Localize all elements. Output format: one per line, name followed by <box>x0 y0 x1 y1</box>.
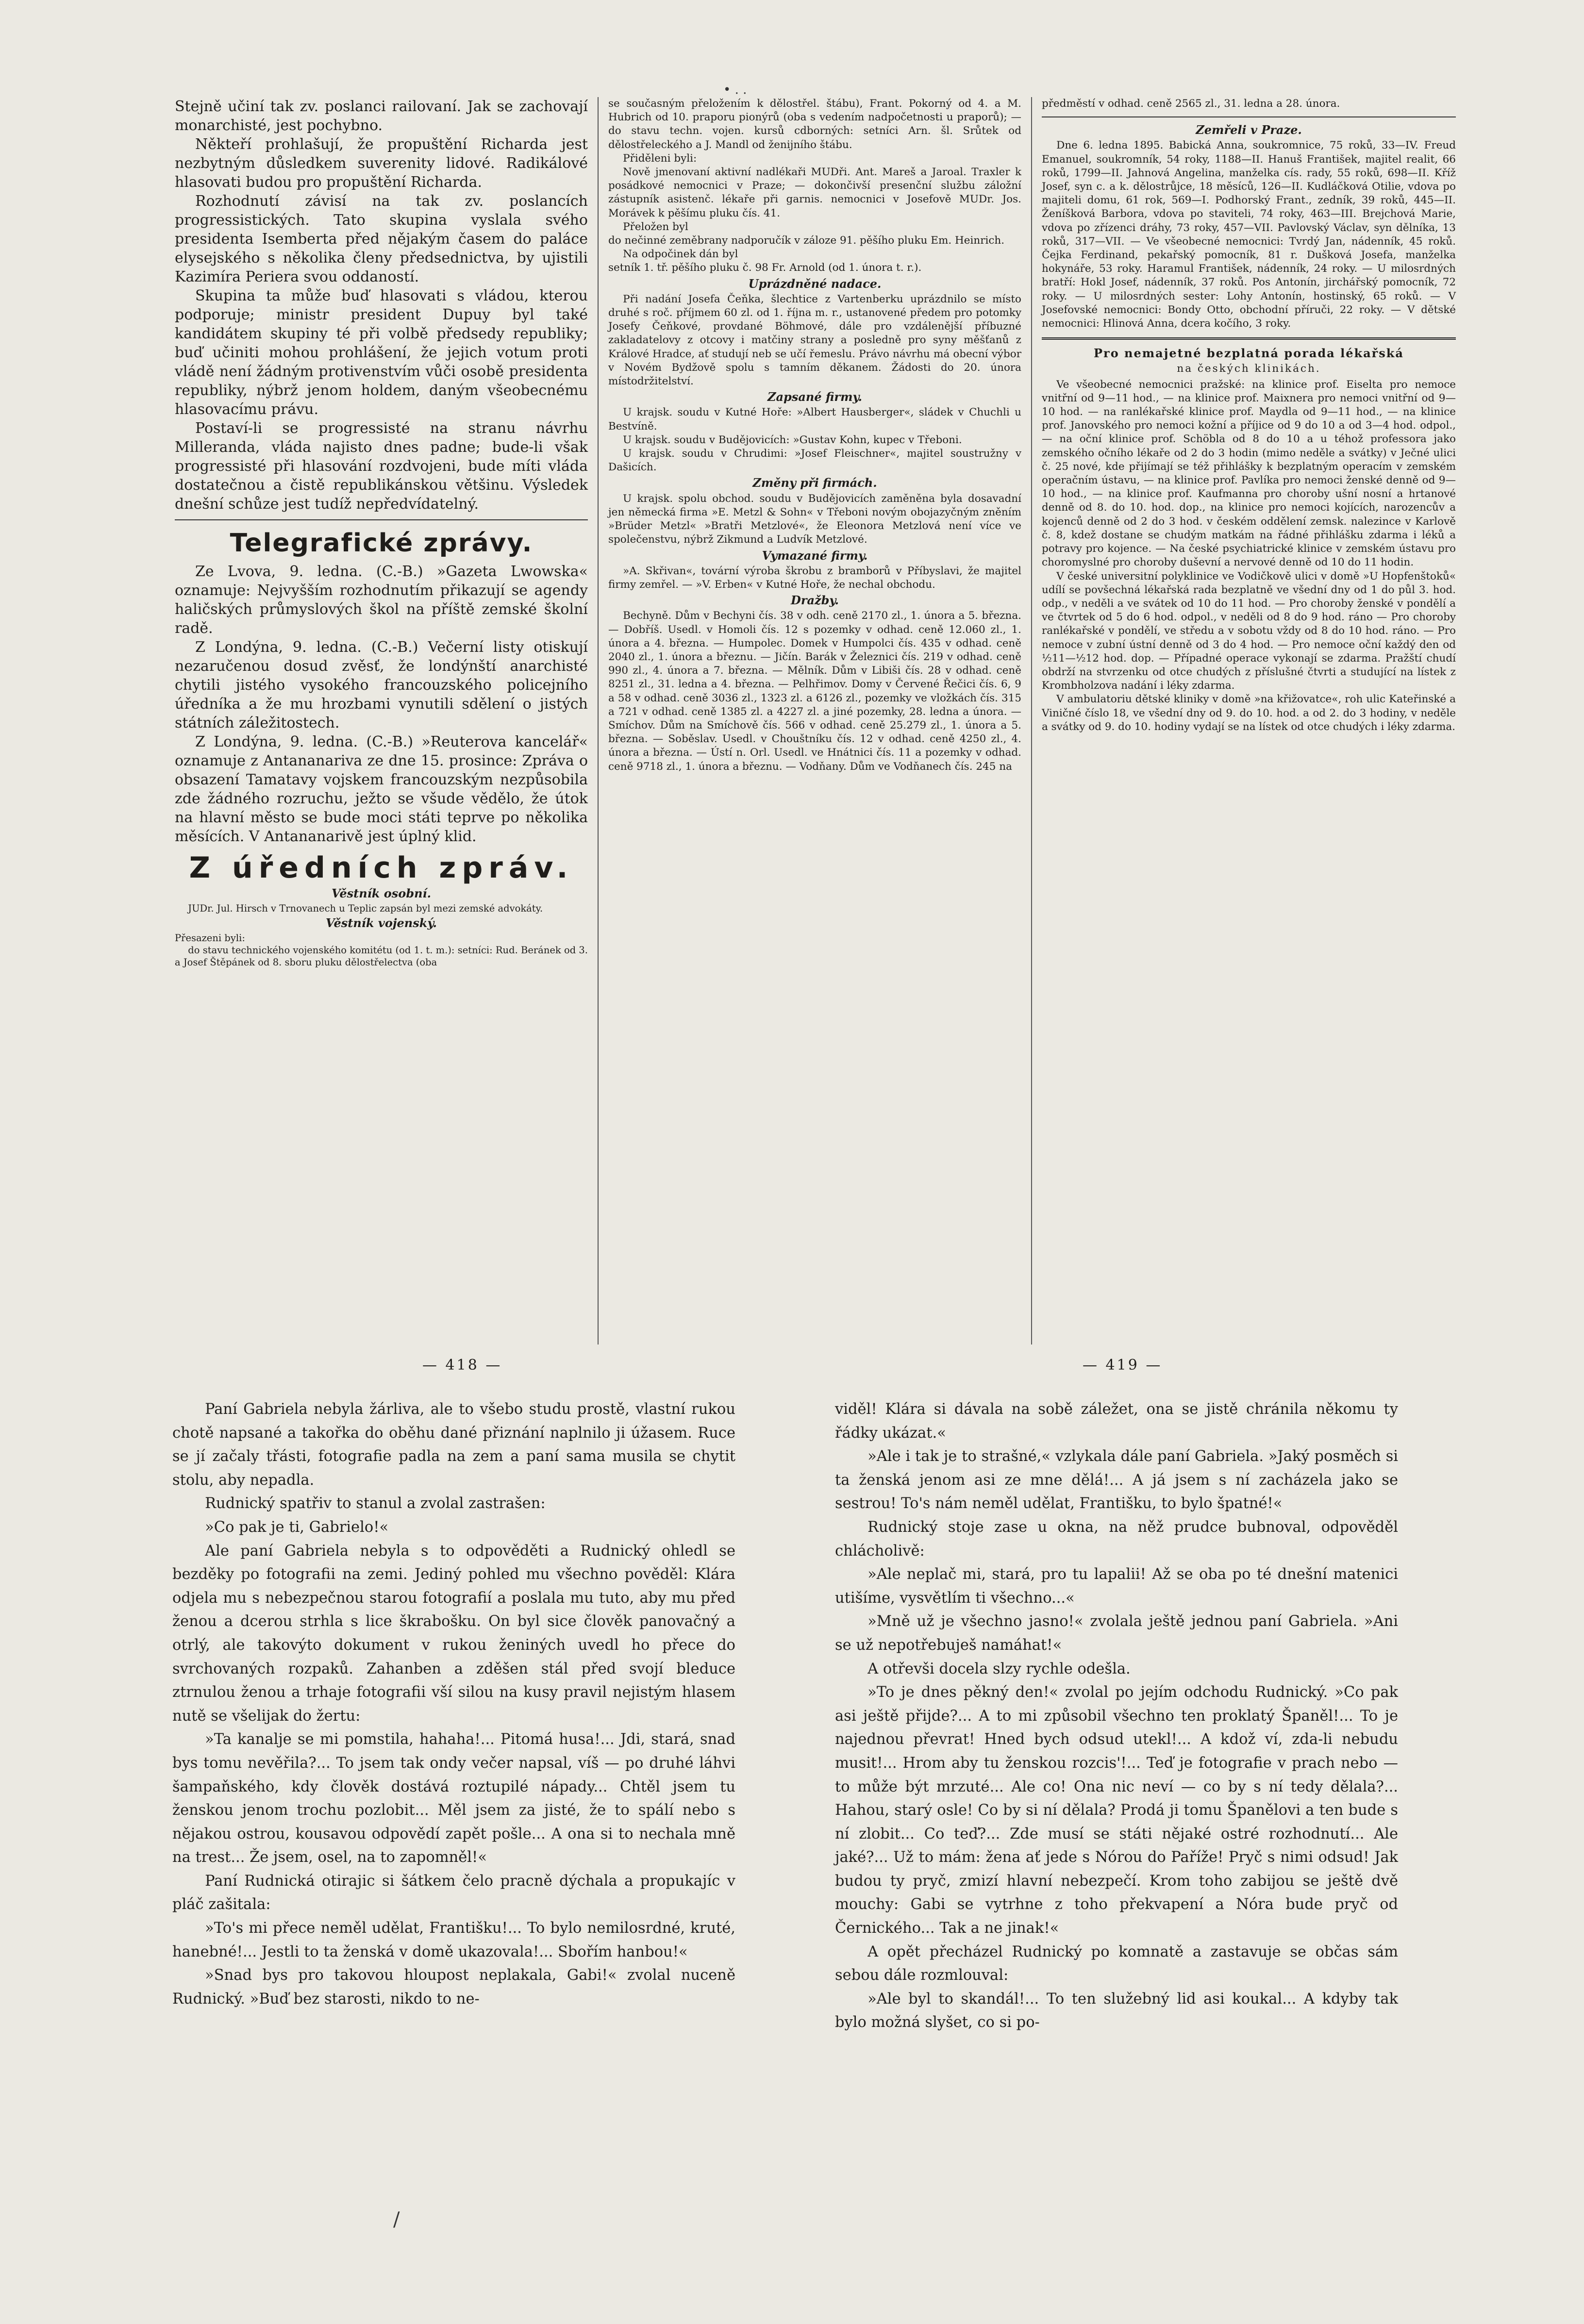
bottom-mark: / <box>393 2208 400 2231</box>
book-right-para-3: Rudnický stoje zase u okna, na něž prudce bubnoval, odpověděl chlácholivě: <box>835 1518 1398 1560</box>
zemreli-text: Dne 6. ledna 1895. Babická Anna, soukromnice, 75 roků, 33—IV. Freud Emanuel, soukromník, 54 roky, 1188—II. Hanuš František, majitel realit, 66 roků, 1799—II. Jahnová Angelina, manželka cís. rady, 55 roků, 698—II. Kříž Josef, syn c. a k. dělostrůjce, 18 měsíců, 126—II. Kudláčková Otilie, vdova po majiteli domu, 61 rok, 569—I. Podhorský Frant., zedník, 39 roků, 445—II. Ženíšková Barbora, vdova po staviteli, 74 roky, 463—III. Brejchová Marie, vdova po zřízenci dráhy, 73 roky, 457—VII. Pavlovský Václav, syn dělníka, 13 roků, 317—VII. — Ve všeobecné nemocnici: Tvrdý Jan, nádenník, 45 roků. Čejka Ferdinand, pekařský pomocník, 81 r. Dušková Josefa, manželka hokynáře, 53 roky. Haramul František, nádenník, 24 roky. — U milosrdných bratří: Hokl Josef, nádenník, 37 roků. Pos Antonín, jirchářský pomocník, 72 roky. — U milosrdných sester: Lohy Antonín, hostinský, 65 roků. — V Josefovské nemocnici: Bondy Otto, obchodní příruči, 22 roky. — V dětské nemocnici: Hlinová Anna, dcera kočího, 3 roky. <box>1042 139 1456 330</box>
vojensky-heading: Věstník vojenský. <box>326 916 437 930</box>
tele-london-2: Z Londýna, 9. ledna. (C.-B.) »Reuterova kancelář« oznamuje z Antananariva ze dne 15. prosince: Zpráva o obsazení Tamatavy vojskem francouzským nezpůsobila zde žádného rozruchu, ježto se všude vědělo, že útok na hlavní město se bude moci státi teprve po několika měsících. V Antananarivě jest úplný klid. <box>175 733 588 845</box>
porada-heading: Pro nemajetné bezplatná porada lékařská <box>1094 346 1404 361</box>
book-right-para-7: »To je dnes pěkný den!« zvolal po jejím odchodu Rudnický. »Co pak asi ještě přijde?... A to mi způsobil všechno ten proklatý Španěl!... To je najednou převrat! Hned bych odsud utekl!... A kdož ví, zda-li nebudu musit!... Hrom aby tu ženskou rozcis'!... Teď je fotografie v prach nebo — to může být mrzuté... Ale co! Ona nic neví — co by s ní tedy dělala?... Hahou, starý osle! Co by si ní dělala? Prodá ji tomu Španělovi a ten bude s ní zlobit... Co teď?... Zde musí se státi nějaké ostré rozhodnutí... Ale jaké?... Už to mám: žena ať jede s Nórou do Paříže! Pryč s nimi odsud! Jak budou ty pryč, zmizí hlavní nebezpečí. Krom toho zabijou se ještě dvě mouchy: Gabi se vytrhne z toho překvapení a Nóra bude pryč od Černického... Tak a ne jinak!« <box>835 1684 1398 1937</box>
vymaz-heading: Vymazané firmy. <box>762 548 868 563</box>
col2-subhead-3: Na odpočinek dán byl <box>623 248 738 261</box>
firmy-item-2: U krajsk. soudu v Budějovicích: »Gustav Kohn, kupec v Třeboni. <box>623 433 962 446</box>
book-page-left <box>172 1398 735 2011</box>
drazby-heading: Dražby. <box>791 593 839 608</box>
divider <box>1042 337 1456 340</box>
col1-para-2: Někteří prohlašují, že propuštění Richarda jest nezbytným důsledkem suverenity lidové. Radikálové hlasovati budou pro propuštění Richarda. <box>175 136 588 191</box>
firmy-item-3: U krajsk. soudu v Chrudimi: »Josef Fleischner«, majitel soustružny v Dašicích. <box>608 448 1021 474</box>
book-right-para-1: viděl! Klára si dávala na sobě záležet, ona se jistě chránila někomu ty řádky ukázat.« <box>835 1401 1398 1442</box>
book-right-para-4: »Ale neplač mi, stará, pro tu lapalii! Až se oba po té dnešní matenici utišíme, vysvětlím ti všechno...« <box>835 1566 1398 1607</box>
column-3 <box>1032 97 1466 1345</box>
book-left-para-5: »Ta kanalje se mi pomstila, hahaha!... Pitomá husa!... Jdi, stará, snad bys tomu nevěřila?... To jsem tak ondy večer napsal, víš — po druhé láhvi šampaňského, kdy člověk dostává roztupilé nápady... Chtěl jsem tu ženskou jenom trochu pozlobit... Měl jsem za jisté, že to spálí nebo s nějakou ostrou, kousavou odpovědí zapět pošle... A ona si to nechala mně na trest... Že jsem, osel, na to zapomněl!« <box>172 1731 735 1866</box>
page-number-right: — 419 — <box>1083 1357 1163 1374</box>
col2-subhead-1: Přiděleni byli: <box>623 152 697 165</box>
firmy-item-1: U krajsk. soudu v Kutné Hoře: »Albert Hausberger«, sládek v Chuchli u Bestvíně. <box>608 406 1021 432</box>
column-2 <box>599 97 1032 1345</box>
nadace-heading: Uprázdněné nadace. <box>748 276 882 291</box>
tele-london-1: Z Londýna, 9. ledna. (C.-B.) Večerní listy otiskují nezaručenou dosud zvěsť, že londýnští anarchisté chytili jistého vysokého francouzského policejního úředníka a že mu hrozbami vynutili sdělení o jistých státních záležitostech. <box>175 639 588 731</box>
vojensky-subhead: Přesazeni byli: <box>175 932 245 944</box>
osobni-text: JUDr. Jul. Hirsch v Trnovanech u Teplic zapsán byl mezi zemské advokáty. <box>188 903 543 914</box>
book-right-para-9: »Ale byl to skandál!... To ten služebný lid asi koukal... A kdyby tak bylo možná slyšet, co si po- <box>835 1990 1398 2031</box>
book-left-para-2: Rudnický spatřiv to stanul a zvolal zastrašen: <box>205 1495 546 1512</box>
drazby-text: Bechyně. Dům v Bechyni čís. 38 v odh. ceně 2170 zl., 1. února a 5. března. — Dobříš. Usedl. v Homoli čís. 12 s pozemky v odhad. ceně 12.060 zl., 1. února a 4. března. — Humpolec. Domek v Humpolci čís. 435 v odhad. ceně 2040 zl., 1. února a březnu. — Jičín. Barák v Železnici čís. 219 v odhad. ceně 990 zl., 4. února a 7. března. — Mělník. Dům v Libiši čís. 28 v odhad. ceně 8251 zl., 31. ledna a 4. března. — Pelhřimov. Domy v Červené Řečici čís. 6, 9 a 58 v odhad. ceně 3036 zl., 1323 zl. a 6126 zl., pozemky ve vložkách čís. 315 a 721 v odhad. ceně 1385 zl. a 4227 zl. a jiné pozemky, 28. ledna a února. — Smíchov. Dům na Smíchově čís. 566 v odhad. ceně 25.279 zl., 1. února a 5. března. — Soběslav. Usedl. v Chouštníku čís. 12 v odhad. ceně 4250 zl., 4. února a března. — Ústí n. Orl. Usedl. ve Hnátnici čís. 11 a pozemky v odhad. ceně 9718 zl., 1. února a březnu. — Vodňany. Dům ve Vodňanech čís. 245 na <box>608 610 1021 773</box>
book-left-para-8: »Snad bys pro takovou hloupost neplakala, Gabi!« zvolal nuceně Rudnický. »Buď bez starosti, nikdo to ne- <box>172 1967 735 2008</box>
tele-lvov: Ze Lvova, 9. ledna. (C.-B.) »Gazeta Lwowska« oznamuje: Nejvyšším rozhodnutím přikazují se agendy haličských průmyslových škol na příště zemské školní radě. <box>175 563 588 637</box>
page-number-left: — 418 — <box>422 1357 502 1374</box>
col2-para-4: setník 1. tř. pěšího pluku č. 98 Fr. Arnold (od 1. února t. r.). <box>608 262 922 274</box>
firmy-heading: Zapsané firmy. <box>767 390 863 404</box>
zmeny-text: U krajsk. spolu obchod. soudu v Budějovicích zaměněna byla dosavadní jen německá firma »E. Metzl & Sohn« v Třeboni novým obojazyčným zněním »Brüder Metzl« »Bratři Metzlové«, že Eleonora Metzlová není více ve společenstvu, nýbrž Zikmund a Ludvík Metzlové. <box>608 492 1021 546</box>
book-left-para-6: Paní Rudnická otirajic si šátkem čelo pracně dýchala a propukajíc v pláč zašitala: <box>172 1872 735 1913</box>
porada-para-2: V české universitní polyklinice ve Vodičkově ulici v domě »U Hopfenštoků« udílí se povšechná lékařská rada bezplatně ve všední dny od 1 do půl 3. hod. odp., v neděli a ve svátek od 10 do 11 hod. — Pro choroby ženské v pondělí a ve čtvrtek od 5 do 6 hod. odpol., v neděli od 8 do 9 hod. ráno — Pro choroby ranlékařské v pondělí, ve středu a v sobotu vždy od 8 do 10 hod. ráno. — Pro nemoce v zubní ústní denně od 3 do 4 hod. — Pro nemoce oční každý den od ½11—½12 hod. dop. — Případné operace vykonají se zdarma. Pražští chudí obdrží na stvrzenku od otce chudých z příslušné čtvrti a studující na lístek z Krombholzova nadání i léky zdarma. <box>1042 570 1456 692</box>
col2-para-3: do nečinné zeměbrany nadporučík v záloze 91. pěšího pluku Em. Heinrich. <box>608 234 1005 247</box>
col3-para-1: předměstí v odhad. ceně 2565 zl., 31. ledna a 28. února. <box>1042 98 1340 110</box>
col1-para-5: Postaví-li se progressisté na stranu návrhu Milleranda, vláda najisto dnes padne; bude-li však progressisté při hlasování rozdvojeni, bude míti vláda dostatečnou a čistě republikánskou většinu. Výsledek dnešní schůze jest tudíž nepředvídatelný. <box>175 420 588 513</box>
book-right-para-6: A otřevši docela slzy rychle odešla. <box>867 1660 1131 1677</box>
col1-para-1: Stejně učiní tak zv. poslanci railovaní. Jak se zachovají monarchisté, jest pochybno. <box>175 98 588 134</box>
col1-para-3: Rozhodnutí závisí na tak zv. poslancích progressistických. Tato skupina vyslala svého presidenta Isemberta před nějakým časem do paláce elysejského s několika členy předsednictva, by ujistili Kazimíra Periera svou oddaností. <box>175 193 588 285</box>
book-right-para-5: »Mně už je všechno jasno!« zvolala ještě jednou paní Gabriela. »Ani se už nepotřebuješ namáhat!« <box>835 1613 1398 1654</box>
porada-subheading: na českých klinikách. <box>1177 363 1321 375</box>
porada-para-3: V ambulatoriu dětské kliniky v domě »na křižovatce«, roh ulic Kateřinské a Viničné číslo 18, ve všední dny od 9. do 10. hod. a od 2. do 3 hodiny, v neděle a svátky od 9. do 10. hodiny vydají se na lístek od otce chudých i léky zdarma. <box>1042 693 1456 733</box>
porada-para-1: Ve všeobecné nemocnici pražské: na klinice prof. Eiselta pro nemoce vnitřní od 9—11 hod., — na klinice prof. Maixnera pro nemoci vnitřní od 9—10 hod. — na ranlékařské klinice prof. Maydla od 9—11 hod., — na klinice prof. Janovského pro nemoci kožní a příjice od 9 do 10 a od 3—4 hod. odpol., — na oční klinice prof. Schöbla od 8 do 10 a u téhož professora jako zemského očního lékaře od 2 do 3 hodin (mimo neděle a svátky) v Ječné ulici č. 25 nové, kde přijímají se též přihlášky k bezplatným operacím v zemském operačním ústavu, — na klinice prof. Pavlíka pro nemoci ženské denně od 9—10 hod., — na klinice prof. Kaufmanna pro choroby ušní nosní a hrtanové denně od 8. do 10. hod. dop., na klinice pro nemoci kojících, narozencův a kojenců denně od 2 do 3 hod. v českém oddělení zemsk. nalezince v Karlově č. 8, kdež dostane se chudým matkám na řádné přihlášku zdarma i léků a potravy pro kojence. — Na české psychiatrické klinice v zemském ústavu pro choromyslné pro choroby duševní a nervové denně od 10 do 11 hodin. <box>1042 378 1456 569</box>
book-right-para-8: A opět přecházel Rudnický po komnatě a zastavuje se občas sám sebou dále rozmlouval: <box>835 1943 1398 1984</box>
col1-para-4: Skupina ta může buď hlasovati s vládou, kterou podporuje; ministr president Dupuy byl také kandidátem skupiny té při volbě předsedy republiky; buď učiniti mohou prohlášení, že jejich votum proti vládě není žádným protivenstvím vůči osobě presidenta republiky, nýbrž jenom holdem, daným všeobecnému hlasovacímu právu. <box>175 287 588 418</box>
col2-para-2: Nově jmenovaní aktivní nadlékaři MUDři. Ant. Mareš a Jaroal. Traxler k posádkové nemocnici v Praze; — dokončivší presenční službu záložní zástupník asistenč. lékaře při garnis. nemocnici v Josefově MUDr. Jos. Morávek k pěšímu pluku čís. 41. <box>608 166 1021 219</box>
telegraf-heading: Telegrafické zprávy. <box>230 529 533 558</box>
column-1 <box>165 97 599 1345</box>
zmeny-heading: Změny při firmách. <box>752 476 877 490</box>
book-left-para-1: Paní Gabriela nebyla žárliva, ale to všebo studu prostě, vlastní rukou chotě napsané a takořka do oběhu dané přiznání naplnilo ji úžasem. Ruce se jí začaly třásti, fotografie padla na zem a paní sama musila se chytit stolu, aby nepadla. <box>172 1401 735 1489</box>
book-right-para-2: »Ale i tak je to strašné,« vzlykala dále paní Gabriela. »Jaký posměch si ta ženská jenom asi ze mne dělá!... A já jsem s ní zacházela jako se sestrou! To's nám neměl udělat, Františku, to bylo špatné!« <box>835 1448 1398 1512</box>
col2-subhead-2: Přeložen byl <box>623 220 688 233</box>
zemreli-heading: Zemřeli v Praze. <box>1196 123 1302 137</box>
top-mark: • . . <box>723 83 747 97</box>
book-left-para-4: Ale paní Gabriela nebyla s to odpověděti a Rudnický ohledl se bezděky po fotografii na zemi. Jediný pohled mu všechno pověděl: Klára odjela mu s nebezpečnou starou fotografií a poslala mu tuto, aby mu před ženou a dcerou strhla s lice škrabošku. On byl sice člověk panovačný a otrlý, ale takovýto dokument v rukou ženiných uvedl ho přece do svrchovaných rozpaků. Zahanben a zděšen stál před svojí bleduce ztrnulou ženou a trhaje fotografii vší silou na kusy pravil nejistým hlasem nutě se všelijak do žertu: <box>172 1542 735 1725</box>
newspaper-block <box>165 97 1466 1345</box>
book-left-para-3: »Co pak je ti, Gabrielo!« <box>205 1518 389 1536</box>
nadace-text: Při nadání Josefa Čeňka, šlechtice z Vartenberku uprázdnilo se místo druhé s roč. příjmem 60 zl. od 1. října m. r., ustanovené předem pro potomky Josefy Čeňkové, provdané Böhmové, dále pro vzdálenější příbuzné zakladatelovy z otcovy i matčiny strany a posledně pro syny měšťanů z Králové Hradce, ať studují neb se učí řemeslu. Právo návrhu má obecní výbor v Novém Bydžově spolu s tamním děkanem. Žádosti do 20. února místodržitelství. <box>608 293 1021 388</box>
uradni-heading: Z úředních zpráv. <box>189 851 574 885</box>
book-page-right <box>835 1398 1398 2035</box>
vymaz-text: »A. Skřivan«, tovární výroba škrobu z bramborů v Příbyslavi, že majitel firmy zemřel. — »V. Erben« v Kutné Hoře, že nechal obchodu. <box>608 564 1021 591</box>
divider <box>1042 116 1456 117</box>
vojensky-text: do stavu technického vojenského komitétu (od 1. t. m.): setníci: Rud. Beránek od 3. a Josef Štěpánek od 8. sboru pluku dělostřelectva (oba <box>175 945 588 968</box>
book-left-para-7: »To's mi přece neměl udělat, Františku!... To bylo nemilosrdné, kruté, hanebné!... Jestli to ta ženská v domě ukazovala!... Sbořím hanbou!« <box>172 1920 735 1960</box>
col2-para-1: se současným přeložením k dělostřel. štábu), Frant. Pokorný od 4. a M. Hubrich od 10. praporu pionýrů (oba s vedením nadpočetnosti u praporů); — do stavu techn. vojen. kursů cdborných: setníci Arn. šl. Srůtek od dělostřeleckého a J. Mandl od ženijního štábu. <box>608 98 1021 151</box>
osobni-heading: Věstník osobní. <box>331 886 432 900</box>
divider <box>175 519 588 520</box>
